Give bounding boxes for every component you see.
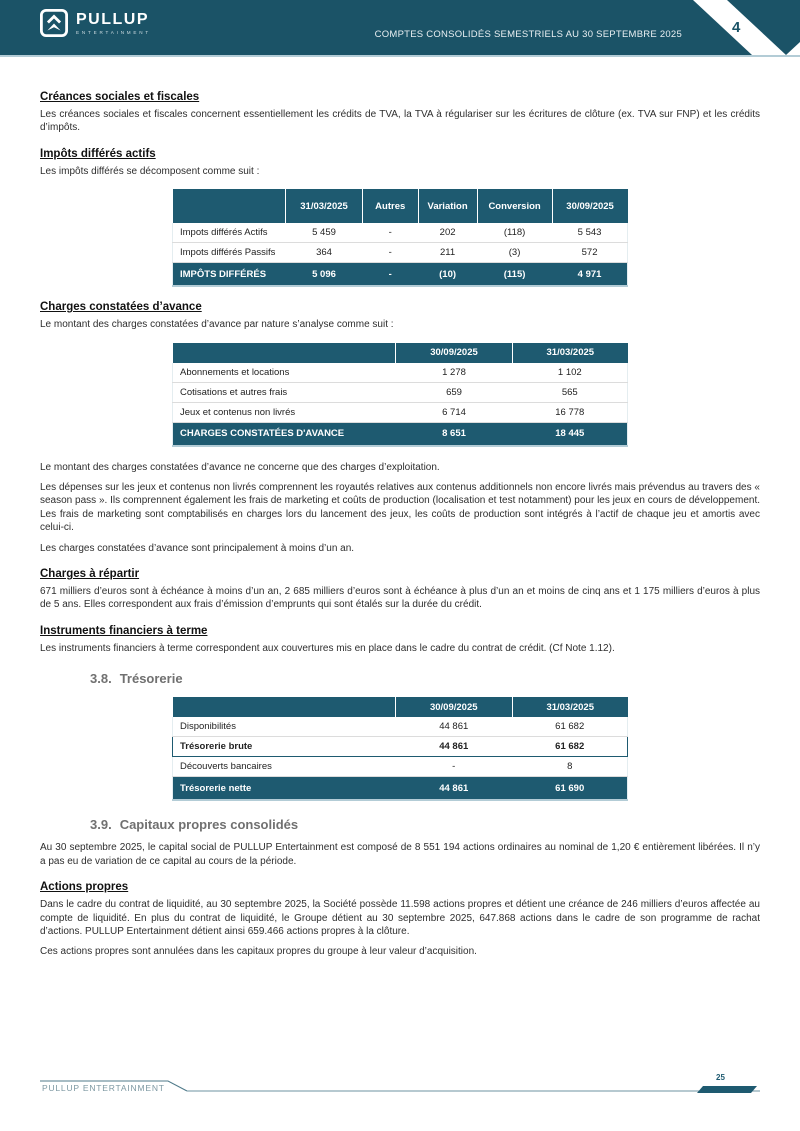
cell: Impots différés Passifs <box>173 243 286 263</box>
cell: 8 <box>512 757 627 777</box>
cell: - <box>395 757 512 777</box>
cell: (115) <box>477 263 552 287</box>
cell: 8 651 <box>395 422 512 446</box>
cell: 6 714 <box>395 402 512 422</box>
column-header: Autres <box>362 189 418 223</box>
paragraph: Les instruments financiers à terme correspondent aux couvertures mis en place dans le cadre du contrat de crédit. (Cf Note 1.12). <box>40 642 615 654</box>
cell: (118) <box>477 223 552 243</box>
column-header: 31/03/2025 <box>286 189 363 223</box>
header-row <box>173 343 628 363</box>
brand-subtitle: ENTERTAINMENT <box>76 30 152 35</box>
cell: 364 <box>286 243 363 263</box>
cell: 572 <box>552 243 627 263</box>
section-number: 3.9. <box>90 817 112 833</box>
paragraph: Les créances sociales et fiscales concernent essentiellement les crédits de TVA, la TVA à régulariser sur les écritures de clôture (ex. TVA sur FNP) et les crédits d’impôts. <box>40 109 760 134</box>
footer-page-number: 25 <box>716 1073 725 1082</box>
table-row <box>173 777 628 801</box>
table-row <box>173 363 628 383</box>
cell: 5 459 <box>286 223 363 243</box>
section-number: 3.8. <box>90 671 112 687</box>
table-row <box>173 243 628 263</box>
cell: - <box>362 243 418 263</box>
cell: Disponibilités <box>173 717 396 737</box>
paragraph: Au 30 septembre 2025, le capital social de PULLUP Entertainment est composé de 8 551 194 actions ordinaires au nominal de 1,20 € entièrement libérées. Il n’y a pas eu de variation de ce capital au cours de la période. <box>40 842 760 867</box>
heading-instruments-financiers: Instruments financiers à terme <box>40 624 208 637</box>
tresorerie-table <box>172 697 628 801</box>
cell: 61 690 <box>512 777 627 801</box>
table-row <box>173 382 628 402</box>
cell: Trésorerie nette <box>173 777 396 801</box>
heading-impots-differes-actifs: Impôts différés actifs <box>40 147 156 160</box>
cell: 202 <box>418 223 477 243</box>
cell: CHARGES CONSTATÉES D'AVANCE <box>173 422 396 446</box>
cell: Jeux et contenus non livrés <box>173 402 396 422</box>
table-row <box>173 223 628 243</box>
footer-brand: PULLUP ENTERTAINMENT <box>42 1083 165 1093</box>
page-number-corner <box>680 0 800 55</box>
cell: 659 <box>395 382 512 402</box>
paragraph: 671 milliers d’euros sont à échéance à moins d’un an, 2 685 milliers d’euros sont à échéance à plus d’un an et moins de cinq ans et 1 175 milliers d’euros à plus de 5 ans. Elles correspondent aux frais d’émission d’emprunts qui sont étalés sur la durée du crédit. <box>40 586 760 611</box>
impots-differes-table <box>172 189 628 287</box>
cell: 44 861 <box>395 737 512 757</box>
header-row <box>173 697 628 717</box>
cell: (3) <box>477 243 552 263</box>
table-row <box>173 263 628 287</box>
table-row <box>173 757 628 777</box>
cell: Abonnements et locations <box>173 363 396 383</box>
report-title: COMPTES CONSOLIDÉS SEMESTRIELS AU 30 SEPTEMBRE 2025 <box>374 29 682 40</box>
column-header: Variation <box>418 189 477 223</box>
cell: 4 971 <box>552 263 627 287</box>
cell: 1 278 <box>395 363 512 383</box>
section-3-8-tresorerie <box>90 671 760 686</box>
paragraph: Le montant des charges constatées d’avance ne concerne que des charges d’exploitation. <box>40 461 440 473</box>
cell: - <box>362 223 418 243</box>
column-header: Conversion <box>477 189 552 223</box>
cell: (10) <box>418 263 477 287</box>
heading-charges-repartir: Charges à répartir <box>40 568 140 581</box>
section-title: Capitaux propres consolidés <box>119 817 299 833</box>
header-row <box>173 189 628 223</box>
section-title: Trésorerie <box>119 671 183 687</box>
column-header: 30/09/2025 <box>552 189 627 223</box>
table-row <box>173 422 628 446</box>
cell: 18 445 <box>513 422 628 446</box>
brand-logo <box>40 9 151 37</box>
cell: 61 682 <box>512 717 627 737</box>
cell: 211 <box>418 243 477 263</box>
column-header <box>173 189 286 223</box>
column-header: 30/09/2025 <box>395 343 512 363</box>
section-3-9-capitaux <box>90 817 760 832</box>
heading-creances: Créances sociales et fiscales <box>40 91 200 103</box>
brand-wordmark <box>76 11 151 35</box>
column-header: 31/03/2025 <box>512 697 627 717</box>
pullup-logo-icon <box>40 9 68 37</box>
paragraph: Le montant des charges constatées d’avance par nature s’analyse comme suit : <box>40 319 394 331</box>
cell: 1 102 <box>513 363 628 383</box>
paragraph: Les dépenses sur les jeux et contenus non livrés comprennent les royautés relatives aux contenus additionnels non encore livrés mais prévendus au travers des « season pass ». Ils comprennent également les frais de marketing et coûts de production (localisation et test notamment) pour les jeux en cours de développement. Les frais de marketing sont comptabilisés en charges lors du lancement des jeux, les coûts de production sont intégrés à l’actif de chaque jeu et amortis avec celui-ci. <box>40 482 760 534</box>
table-row <box>173 402 628 422</box>
cell: 44 861 <box>395 777 512 801</box>
cell: Impots différés Actifs <box>173 223 286 243</box>
cell: 5 096 <box>286 263 363 287</box>
cell: 565 <box>513 382 628 402</box>
column-header: 31/03/2025 <box>513 343 628 363</box>
column-header: 30/09/2025 <box>395 697 512 717</box>
cell: IMPÔTS DIFFÉRÉS <box>173 263 286 287</box>
cell: Trésorerie brute <box>173 737 396 757</box>
cell: 61 682 <box>512 737 627 757</box>
footer-accent-bar <box>697 1086 757 1093</box>
page-content <box>0 57 800 966</box>
cell: 44 861 <box>395 717 512 737</box>
cell: 5 543 <box>552 223 627 243</box>
brand-name: PULLUP <box>76 11 149 28</box>
heading-actions-propres: Actions propres <box>40 881 129 894</box>
table-row <box>173 737 628 757</box>
page-footer <box>40 1071 762 1099</box>
paragraph: Dans le cadre du contrat de liquidité, au 30 septembre 2025, la Société possède 11.598 actions propres et détient une créance de 246 milliers d’euros affectée au compte de liquidité. En plus du contrat de liquidité, le Groupe détient au 30 septembre 2025, 647.868 actions dans le cadre de son programme de rachat d’actions. PULLUP Entertainment détient ainsi 659.466 actions propres à la clôture. <box>40 899 760 937</box>
cell: - <box>362 263 418 287</box>
table-row <box>173 717 628 737</box>
cell: Découverts bancaires <box>173 757 396 777</box>
header-page-number: 4 <box>732 19 741 36</box>
paragraph: Ces actions propres sont annulées dans les capitaux propres du groupe à leur valeur d’acquisition. <box>40 946 477 958</box>
column-header <box>173 343 396 363</box>
charges-constatees-table <box>172 343 628 447</box>
heading-charges-constatees: Charges constatées d’avance <box>40 301 202 314</box>
top-banner <box>0 0 800 57</box>
paragraph: Les charges constatées d’avance sont principalement à moins d’un an. <box>40 542 355 554</box>
column-header <box>173 697 396 717</box>
cell: 16 778 <box>513 402 628 422</box>
cell: Cotisations et autres frais <box>173 382 396 402</box>
paragraph: Les impôts différés se décomposent comme suit : <box>40 165 260 177</box>
